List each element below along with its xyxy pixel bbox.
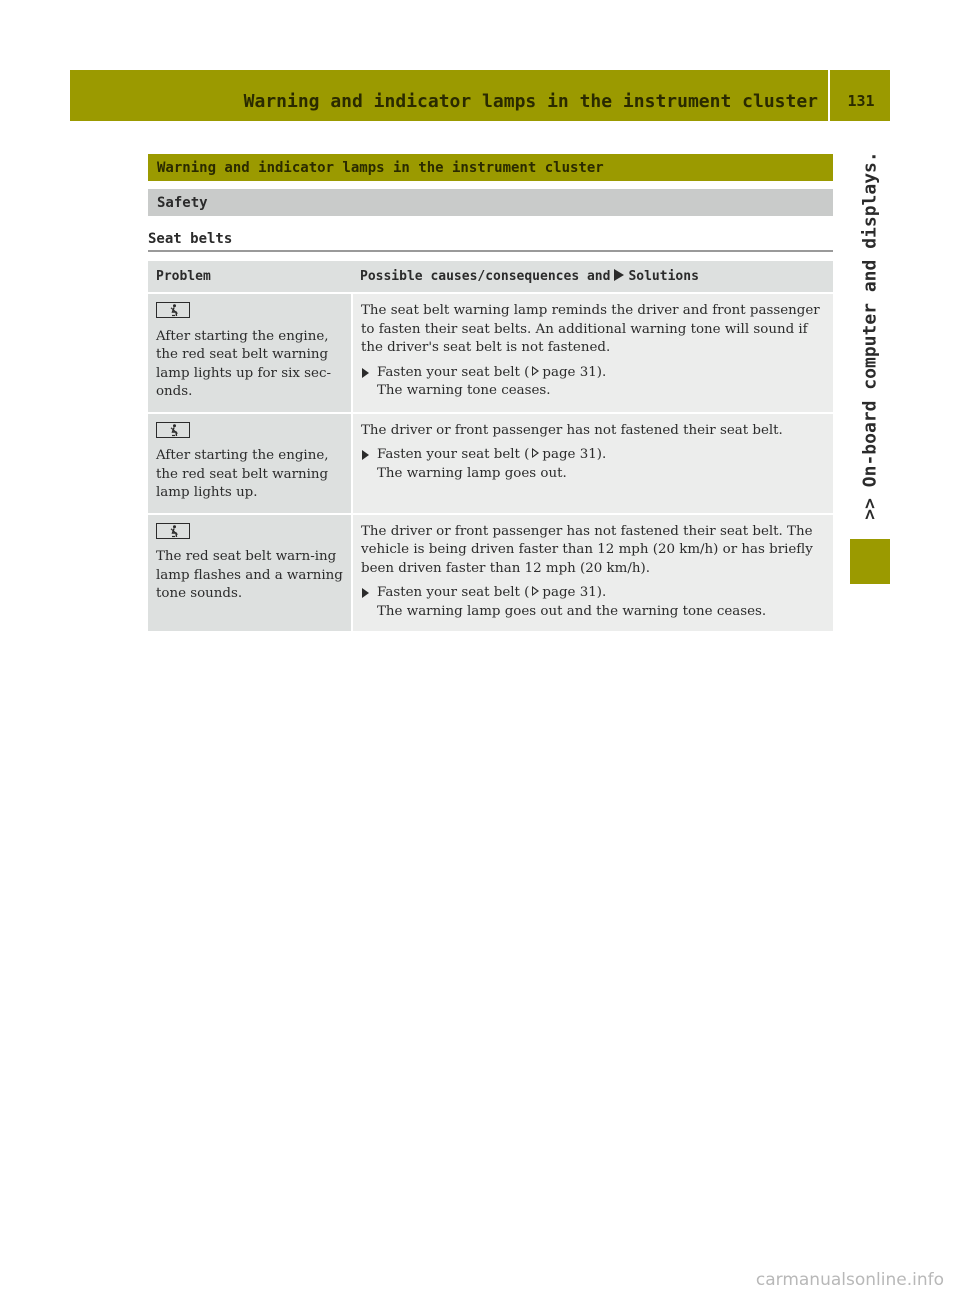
column-header-causes-suffix: Solutions — [628, 269, 699, 284]
page-reference-icon — [532, 366, 539, 376]
problem-cell — [148, 413, 352, 514]
step-page-reference[interactable]: page 31). — [542, 447, 607, 462]
problem-cell — [148, 514, 352, 633]
page-header-bar — [70, 70, 890, 121]
seat-belt-warning-lamp-icon — [156, 523, 190, 539]
step-result: The warning lamp goes out and the warning tone ceases. — [377, 603, 767, 619]
step-result: The warning lamp goes out. — [377, 465, 567, 481]
topic-heading: Seat belts — [148, 228, 833, 252]
page-header-title: Warning and indicator lamps in the instrument cluster — [70, 70, 830, 121]
page-number: 131 — [847, 92, 875, 110]
step-arrow-icon — [362, 588, 369, 598]
side-tab — [850, 130, 890, 540]
step-page-reference[interactable]: page 31). — [542, 585, 607, 600]
cause-text: The driver or front passenger has not fastened their seat belt. The vehicle is being driven faster than 12 mph (20 km/h) or has briefly been driven faster than 12 mph (20 km/h). — [361, 523, 813, 576]
subsection-title: Safety — [148, 189, 833, 216]
cause-cell — [352, 413, 833, 514]
table-row — [148, 514, 833, 633]
watermark: carmanualsonline.info — [755, 1270, 944, 1290]
step-page-reference[interactable]: page 31). — [542, 364, 607, 380]
side-tab-label: >> On-board computer and displays. — [859, 150, 881, 520]
cause-cell — [352, 293, 833, 413]
problem-text: The red seat belt warn-ing lamp flashes and a warning tone sounds. — [156, 549, 343, 601]
step-arrow-icon — [362, 450, 369, 460]
seat-belt-warning-lamp-icon — [156, 302, 190, 318]
page-reference-icon — [532, 586, 539, 596]
column-header-causes-prefix: Possible causes/consequences and — [360, 269, 611, 284]
step-instruction: Fasten your seat belt ( — [377, 364, 530, 380]
seat-belt-warning-lamp-icon — [156, 422, 190, 438]
column-header-problem: Problem — [148, 261, 352, 293]
side-tab-marker — [850, 539, 890, 584]
problem-cell — [148, 293, 352, 413]
table-header-row — [148, 261, 833, 293]
table-row — [148, 413, 833, 514]
table-row — [148, 293, 833, 413]
solution-step — [361, 584, 825, 621]
page-reference-icon — [532, 448, 539, 458]
solution-arrow-icon — [614, 269, 624, 281]
column-header-causes — [352, 261, 833, 293]
seat-belt-table — [148, 261, 833, 633]
problem-text: After starting the engine, the red seat belt warning lamp lights up for six sec-onds. — [156, 328, 331, 399]
cause-text: The driver or front passenger has not fastened their seat belt. — [361, 422, 783, 438]
solution-step — [361, 364, 825, 401]
step-instruction: Fasten your seat belt ( — [377, 447, 530, 462]
solution-step — [361, 446, 825, 483]
cause-text: The seat belt warning lamp reminds the driver and front passenger to fasten their seat belts. An additional warning tone will sound if the driver's seat belt is not fastened. — [361, 303, 820, 355]
step-arrow-icon — [362, 368, 369, 378]
cause-cell — [352, 514, 833, 633]
step-result: The warning tone ceases. — [377, 383, 551, 398]
section-title: Warning and indicator lamps in the instrument cluster — [148, 154, 833, 181]
problem-text: After starting the engine, the red seat belt warning lamp lights up. — [156, 448, 329, 500]
step-instruction: Fasten your seat belt ( — [377, 585, 530, 600]
